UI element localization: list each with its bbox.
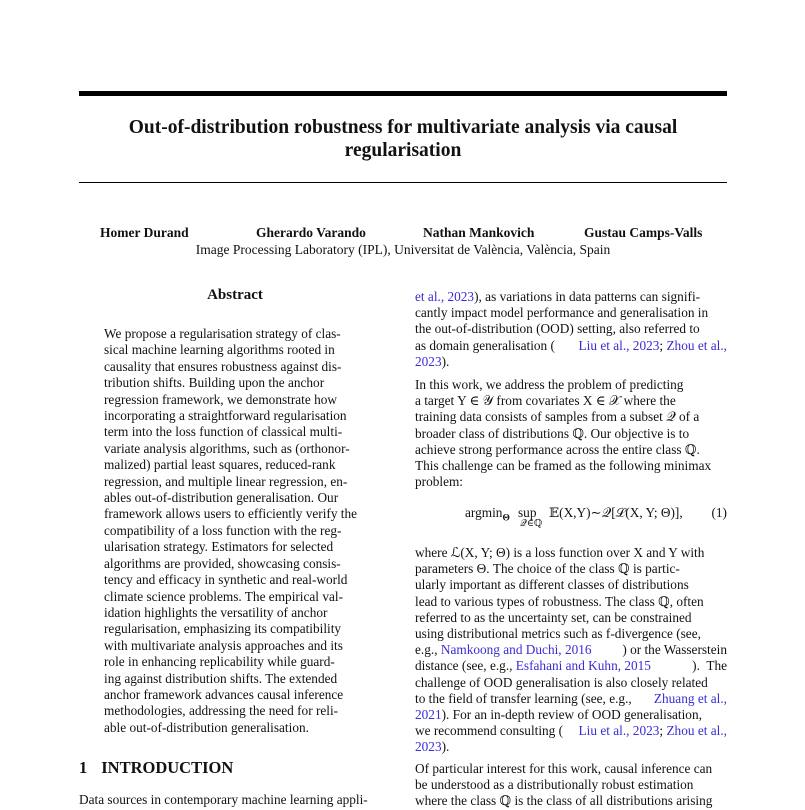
text-line: where ℒ(X, Y; Θ) is a loss function over X and Y with	[415, 545, 705, 560]
top-rule	[79, 91, 727, 96]
abstract-line: able out-of-distribution generalisation.	[104, 719, 309, 735]
text-span: ;	[659, 723, 667, 739]
text-span: ).	[441, 739, 450, 755]
abstract-line: regularisation, emphasizing its compatibility	[104, 621, 342, 637]
title-rule	[79, 182, 727, 183]
text-span: ).	[441, 353, 450, 369]
citation-link[interactable]: Zhou et al.,	[666, 337, 727, 353]
text-span: to the field of transfer learning (see, e.g.,	[415, 690, 636, 706]
abstract-line: anchor framework advances causal inference	[104, 686, 344, 702]
text-line: be understood as a distributionally robust estimation	[415, 777, 694, 793]
text-line: referred to as the uncertainty set, can be constrained	[415, 609, 692, 625]
text-span: ). For an in-depth review of OOD generalisation,	[441, 707, 702, 723]
text-span: ) or the Wasserstein	[622, 642, 727, 658]
text-line: parameters Θ. The choice of the class ℚ is partic-	[415, 561, 680, 577]
right-paragraph-3	[415, 545, 727, 756]
text-line: Of particular interest for this work, causal inference can	[415, 761, 713, 776]
text-span: ;	[659, 337, 667, 353]
text-line: training data consists of samples from a subset 𝒬 of a	[415, 409, 700, 425]
text-line: problem:	[415, 474, 464, 490]
abstract-line: ularisation strategy. Estimators for selected	[104, 539, 334, 555]
abstract-line: algorithms are provided, showcasing consis-	[104, 555, 341, 571]
abstract-line: with multivariate analysis approaches and its	[104, 637, 343, 653]
abstract-line: regression framework, we demonstrate how	[104, 391, 337, 407]
abstract-line: tency and efficacy in synthetic and real-world	[104, 572, 348, 588]
text-line: In this work, we address the problem of predicting	[415, 377, 684, 392]
equation-1	[465, 505, 727, 535]
right-paragraph-1	[415, 289, 727, 370]
abstract-line: methodologies, addressing the need for reli-	[104, 703, 339, 719]
text-line: This challenge can be framed as the following minimax	[415, 458, 712, 474]
paper-title	[79, 116, 727, 162]
author-2: Gherardo Varando	[256, 225, 366, 240]
equation-sup: sup	[518, 505, 537, 520]
citation-link[interactable]: Liu et al., 2023	[578, 337, 660, 353]
citation-link[interactable]: 2023	[415, 739, 442, 755]
abstract-line: malized) partial least squares, reduced-rank	[104, 457, 336, 473]
abstract-line: causality that ensures robustness against dis-	[104, 358, 342, 374]
abstract-line: idation highlights the versatility of anchor	[104, 604, 328, 620]
abstract-line: We propose a regularisation strategy of clas-	[104, 326, 341, 341]
citation-link[interactable]: Zhuang et al.,	[653, 690, 727, 706]
text-line: lead to various types of robustness. The class ℚ, often	[415, 593, 704, 609]
text-line: the out-of-distribution (OOD) setting, also referred to	[415, 321, 700, 337]
text-line: where the class ℚ is the class of all distributions arising	[415, 793, 713, 809]
text-line: broader class of distributions ℚ. Our objective is to	[415, 425, 690, 441]
equation-argmin: argmin$_\Theta$	[465, 505, 510, 524]
abstract-line: climate science problems. The empirical val-	[104, 588, 343, 604]
citation-link[interactable]: 2021	[415, 707, 442, 723]
citation-link[interactable]: et al., 2023	[415, 289, 475, 304]
abstract-line: framework allows users to efficiently verify the	[104, 506, 358, 522]
text-line: a target Y ∈ 𝒴 from covariates X ∈ 𝒳 where the	[415, 393, 676, 409]
equation-number: (1)	[711, 505, 727, 520]
title-line-2: regularisation	[344, 140, 462, 161]
affiliation: Image Processing Laboratory (IPL), Universitat de València, València, Spain	[195, 242, 611, 257]
equation-sup-subscript: 𝒬∈ℚ	[520, 519, 543, 529]
text-line: cantly impact model performance and generalisation in	[415, 305, 709, 321]
text-line: achieve strong performance across the entire class ℚ.	[415, 441, 700, 457]
abstract-line: role in enhancing replicability while guard-	[104, 654, 335, 670]
text-span: as domain generalisation (	[415, 337, 555, 353]
text-line: using distributional metrics such as f-divergence (see,	[415, 626, 701, 642]
text-span: ). The	[692, 658, 727, 674]
intro-text-line: Data sources in contemporary machine learning appli-	[79, 792, 368, 807]
right-paragraph-2	[415, 377, 727, 490]
citation-link[interactable]: Zhou et al.,	[666, 723, 727, 739]
text-span: we recommend consulting (	[415, 723, 564, 739]
text-span: e.g.,	[415, 642, 441, 658]
abstract-line: ables out-of-distribution generalisation. Our	[104, 490, 339, 506]
section-heading	[79, 758, 233, 778]
citation-link[interactable]: Namkoong and Duchi, 2016	[440, 642, 592, 658]
text-span: ), as variations in data patterns can signifi-	[474, 289, 701, 304]
abstract-line: incorporating a straightforward regularisation	[104, 408, 347, 424]
text-span: distance (see, e.g.,	[415, 658, 516, 674]
citation-link[interactable]: Esfahani and Kuhn, 2015	[515, 658, 651, 674]
text-line: challenge of OOD generalisation is also closely related	[415, 674, 708, 690]
abstract-line: compatibility of a loss function with the reg-	[104, 522, 342, 538]
right-paragraph-4	[415, 761, 727, 810]
abstract-line: ing against distribution shifts. The extended	[104, 670, 338, 686]
equation-expectation: 𝔼(X,Y)∼𝒬[ℒ(X, Y; Θ)],	[549, 505, 683, 520]
abstract-line: tribution shifts. Building upon the anchor	[104, 375, 325, 391]
abstract-line: variate analysis algorithms, such as (orthonor-	[104, 440, 350, 456]
abstract-line: term into the loss function of classical multi-	[104, 424, 343, 440]
title-line-1: Out-of-distribution robustness for multivariate analysis via causal	[128, 117, 678, 138]
abstract-heading: Abstract	[207, 287, 263, 303]
author-1: Homer Durand	[100, 225, 189, 240]
citation-link[interactable]: 2023	[415, 353, 442, 369]
section-title: INTRODUCTION	[101, 758, 234, 777]
citation-link[interactable]: Liu et al., 2023	[578, 723, 660, 739]
author-3: Nathan Mankovich	[423, 225, 535, 240]
section-number: 1	[79, 758, 88, 777]
author-4: Gustau Camps-Valls	[584, 225, 703, 240]
abstract-body	[104, 326, 366, 736]
abstract-line: sical machine learning algorithms rooted in	[104, 342, 335, 358]
abstract-line: regression, and multiple linear regression, en-	[104, 473, 348, 489]
text-line: ularly important as different classes of distributions	[415, 577, 689, 593]
